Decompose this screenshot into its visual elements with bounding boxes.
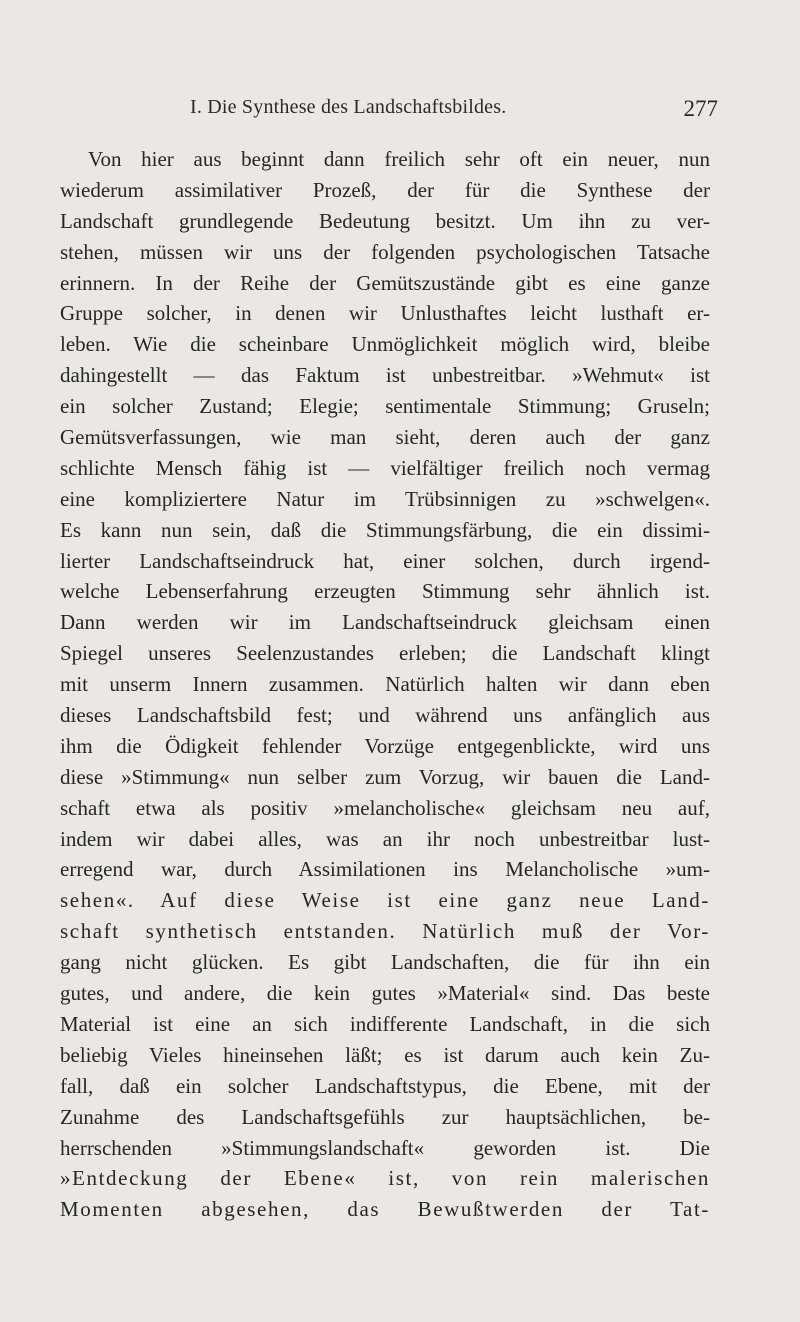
text-line: eine kompliziertere Natur im Trübsinnigen zu »schwelgen«. <box>60 486 710 511</box>
text-line: diese »Stimmung« nun selber zum Vorzug, wir bauen die Land- <box>60 764 710 789</box>
text-line: ihm die Ödigkeit fehlender Vorzüge entgegenblickte, wird uns <box>60 733 710 758</box>
text-line: Spiegel unseres Seelenzustandes erleben; die Landschaft klingt <box>60 641 710 666</box>
text-line: Zunahme des Landschaftsgefühls zur hauptsächlichen, be- <box>60 1104 710 1129</box>
page-number: 277 <box>683 96 718 121</box>
text-line: gutes, und andere, die kein gutes »Material« sind. Das beste <box>60 981 710 1006</box>
text-line: Von hier aus beginnt dann freilich sehr oft ein neuer, nun <box>88 147 710 171</box>
text-line: schaft synthetisch entstanden. Natürlich muß der Vor- <box>60 919 710 944</box>
text-line: »Entdeckung der Ebene« ist, von rein malerischen <box>60 1166 710 1191</box>
running-header <box>100 96 718 136</box>
text-line: sehen«. Auf diese Weise ist eine ganz neue Land- <box>60 888 710 913</box>
body-text <box>60 144 710 1225</box>
text-line: Dann werden wir im Landschaftseindruck gleichsam einen <box>60 610 710 635</box>
text-line: gang nicht glücken. Es gibt Landschaften, die für ihn ein <box>60 950 710 975</box>
text-line: beliebig Vieles hineinsehen läßt; es ist darum auch kein Zu- <box>60 1042 710 1067</box>
text-line: Landschaft grundlegende Bedeutung besitzt. Um ihn zu ver- <box>60 208 710 233</box>
text-line: erregend war, durch Assimilationen ins Melancholische »um- <box>60 857 710 882</box>
running-title: I. Die Synthese des Landschaftsbildes. <box>190 96 507 118</box>
text-line: Es kann nun sein, daß die Stimmungsfärbung, die ein dissimi- <box>60 517 710 542</box>
text-line: welche Lebenserfahrung erzeugten Stimmung sehr ähnlich ist. <box>60 579 710 604</box>
text-line: lierter Landschaftseindruck hat, einer solchen, durch irgend- <box>60 548 710 573</box>
text-line: stehen, müssen wir uns der folgenden psychologischen Tatsache <box>60 239 710 264</box>
text-line: Material ist eine an sich indifferente Landschaft, in die sich <box>60 1011 710 1036</box>
text-line: Gruppe solcher, in denen wir Unlusthaftes leicht lusthaft er- <box>60 301 710 326</box>
text-line: wiederum assimilativer Prozeß, der für die Synthese der <box>60 177 710 202</box>
text-line: herrschenden »Stimmungslandschaft« geworden ist. Die <box>60 1135 710 1160</box>
text-line: schlichte Mensch fähig ist — vielfältiger freilich noch vermag <box>60 455 710 480</box>
text-line: indem wir dabei alles, was an ihr noch unbestreitbar lust- <box>60 826 710 851</box>
text-line: dahingestellt — das Faktum ist unbestreitbar. »Wehmut« ist <box>60 363 710 388</box>
text-line: erinnern. In der Reihe der Gemütszustände gibt es eine ganze <box>60 270 710 295</box>
text-line: Momenten abgesehen, das Bewußtwerden der Tat- <box>60 1197 710 1222</box>
text-line: ein solcher Zustand; Elegie; sentimentale Stimmung; Gruseln; <box>60 394 710 419</box>
text-line: schaft etwa als positiv »melancholische« gleichsam neu auf, <box>60 795 710 820</box>
text-line: mit unserm Innern zusammen. Natürlich halten wir dann eben <box>60 672 710 697</box>
text-line: leben. Wie die scheinbare Unmöglichkeit möglich wird, bleibe <box>60 332 710 357</box>
text-line: fall, daß ein solcher Landschaftstypus, die Ebene, mit der <box>60 1073 710 1098</box>
text-line: Gemütsverfassungen, wie man sieht, deren auch der ganz <box>60 425 710 450</box>
text-line: dieses Landschaftsbild fest; und während uns anfänglich aus <box>60 703 710 728</box>
